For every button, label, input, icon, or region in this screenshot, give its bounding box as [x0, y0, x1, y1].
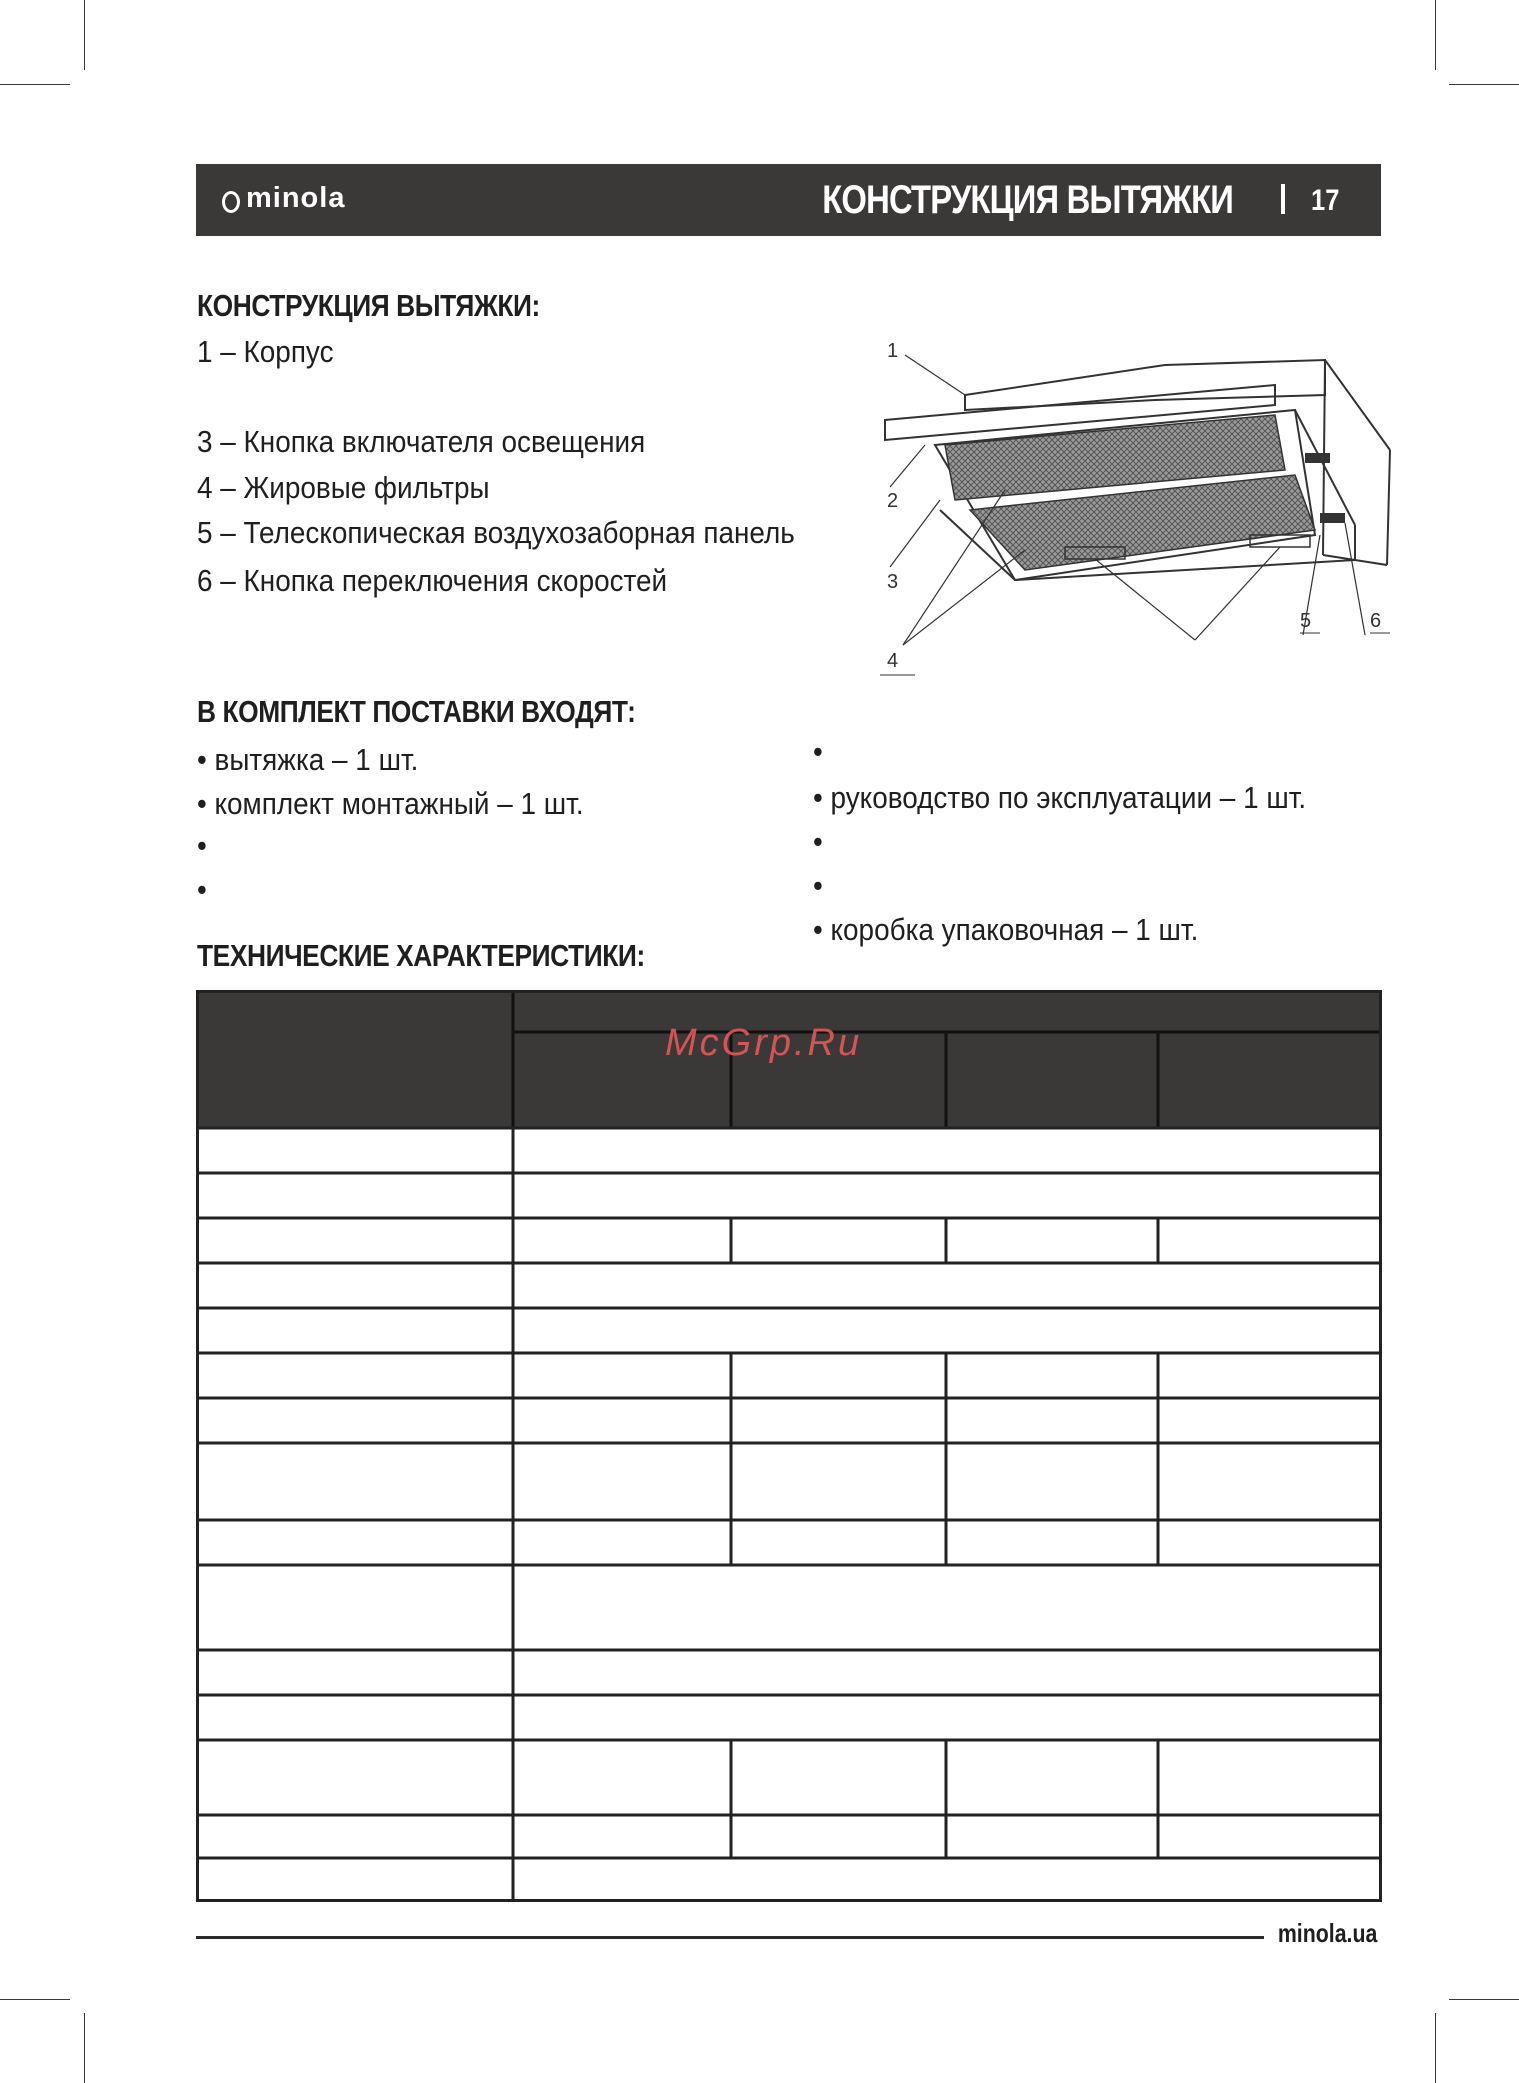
package-item: • руководство по эксплуатации – 1 шт. — [813, 780, 1307, 815]
construction-heading: КОНСТРУКЦИЯ ВЫТЯЖКИ: — [197, 288, 540, 323]
header-divider — [1281, 184, 1285, 214]
brand-logo-text: minola — [246, 182, 346, 214]
package-item: • коробка упаковочная – 1 шт. — [813, 912, 1199, 947]
package-item: • — [197, 872, 207, 907]
construction-item: 4 – Жировые фильтры — [197, 470, 490, 505]
page-header — [196, 164, 1381, 236]
package-item: • — [813, 734, 823, 769]
diagram-label: 3 — [887, 571, 899, 593]
crop-mark — [1449, 1999, 1519, 2000]
package-item: • — [813, 868, 823, 903]
crop-mark — [1449, 84, 1519, 85]
footer-site: minola.ua — [1277, 1918, 1377, 1948]
specs-table — [196, 990, 1382, 1902]
package-item: • комплект монтажный – 1 шт. — [197, 786, 584, 821]
package-item: • — [197, 828, 207, 863]
package-heading: В КОМПЛЕКТ ПОСТАВКИ ВХОДЯТ: — [197, 694, 636, 729]
diagram-label: 1 — [887, 340, 899, 362]
crop-mark — [0, 84, 70, 85]
brand-logo-icon — [222, 191, 240, 213]
brand-logo — [222, 182, 345, 215]
construction-item: 6 – Кнопка переключения скоростей — [197, 563, 668, 598]
diagram-label: 2 — [887, 490, 899, 512]
page-number: 17 — [1310, 184, 1339, 217]
crop-mark — [84, 2013, 85, 2083]
package-item: • вытяжка – 1 шт. — [197, 742, 419, 777]
package-item: • — [813, 824, 823, 859]
page-title: КОНСТРУКЦИЯ ВЫТЯЖКИ — [822, 178, 1233, 222]
construction-item: 5 – Телескопическая воздухозаборная панель — [197, 515, 795, 550]
footer-rule — [196, 1936, 1264, 1939]
watermark: McGrp.Ru — [665, 1022, 863, 1064]
hood-diagram — [875, 335, 1395, 685]
crop-mark — [0, 1999, 70, 2000]
diagram-label: 5 — [1300, 610, 1312, 632]
specs-heading: ТЕХНИЧЕСКИЕ ХАРАКТЕРИСТИКИ: — [197, 938, 645, 973]
construction-item: 1 – Корпус — [197, 334, 334, 369]
diagram-label: 6 — [1370, 610, 1382, 632]
crop-mark — [84, 0, 85, 70]
crop-mark — [1435, 2013, 1436, 2083]
construction-item: 3 – Кнопка включателя освещения — [197, 424, 646, 459]
diagram-label: 4 — [887, 650, 899, 672]
crop-mark — [1435, 0, 1436, 70]
